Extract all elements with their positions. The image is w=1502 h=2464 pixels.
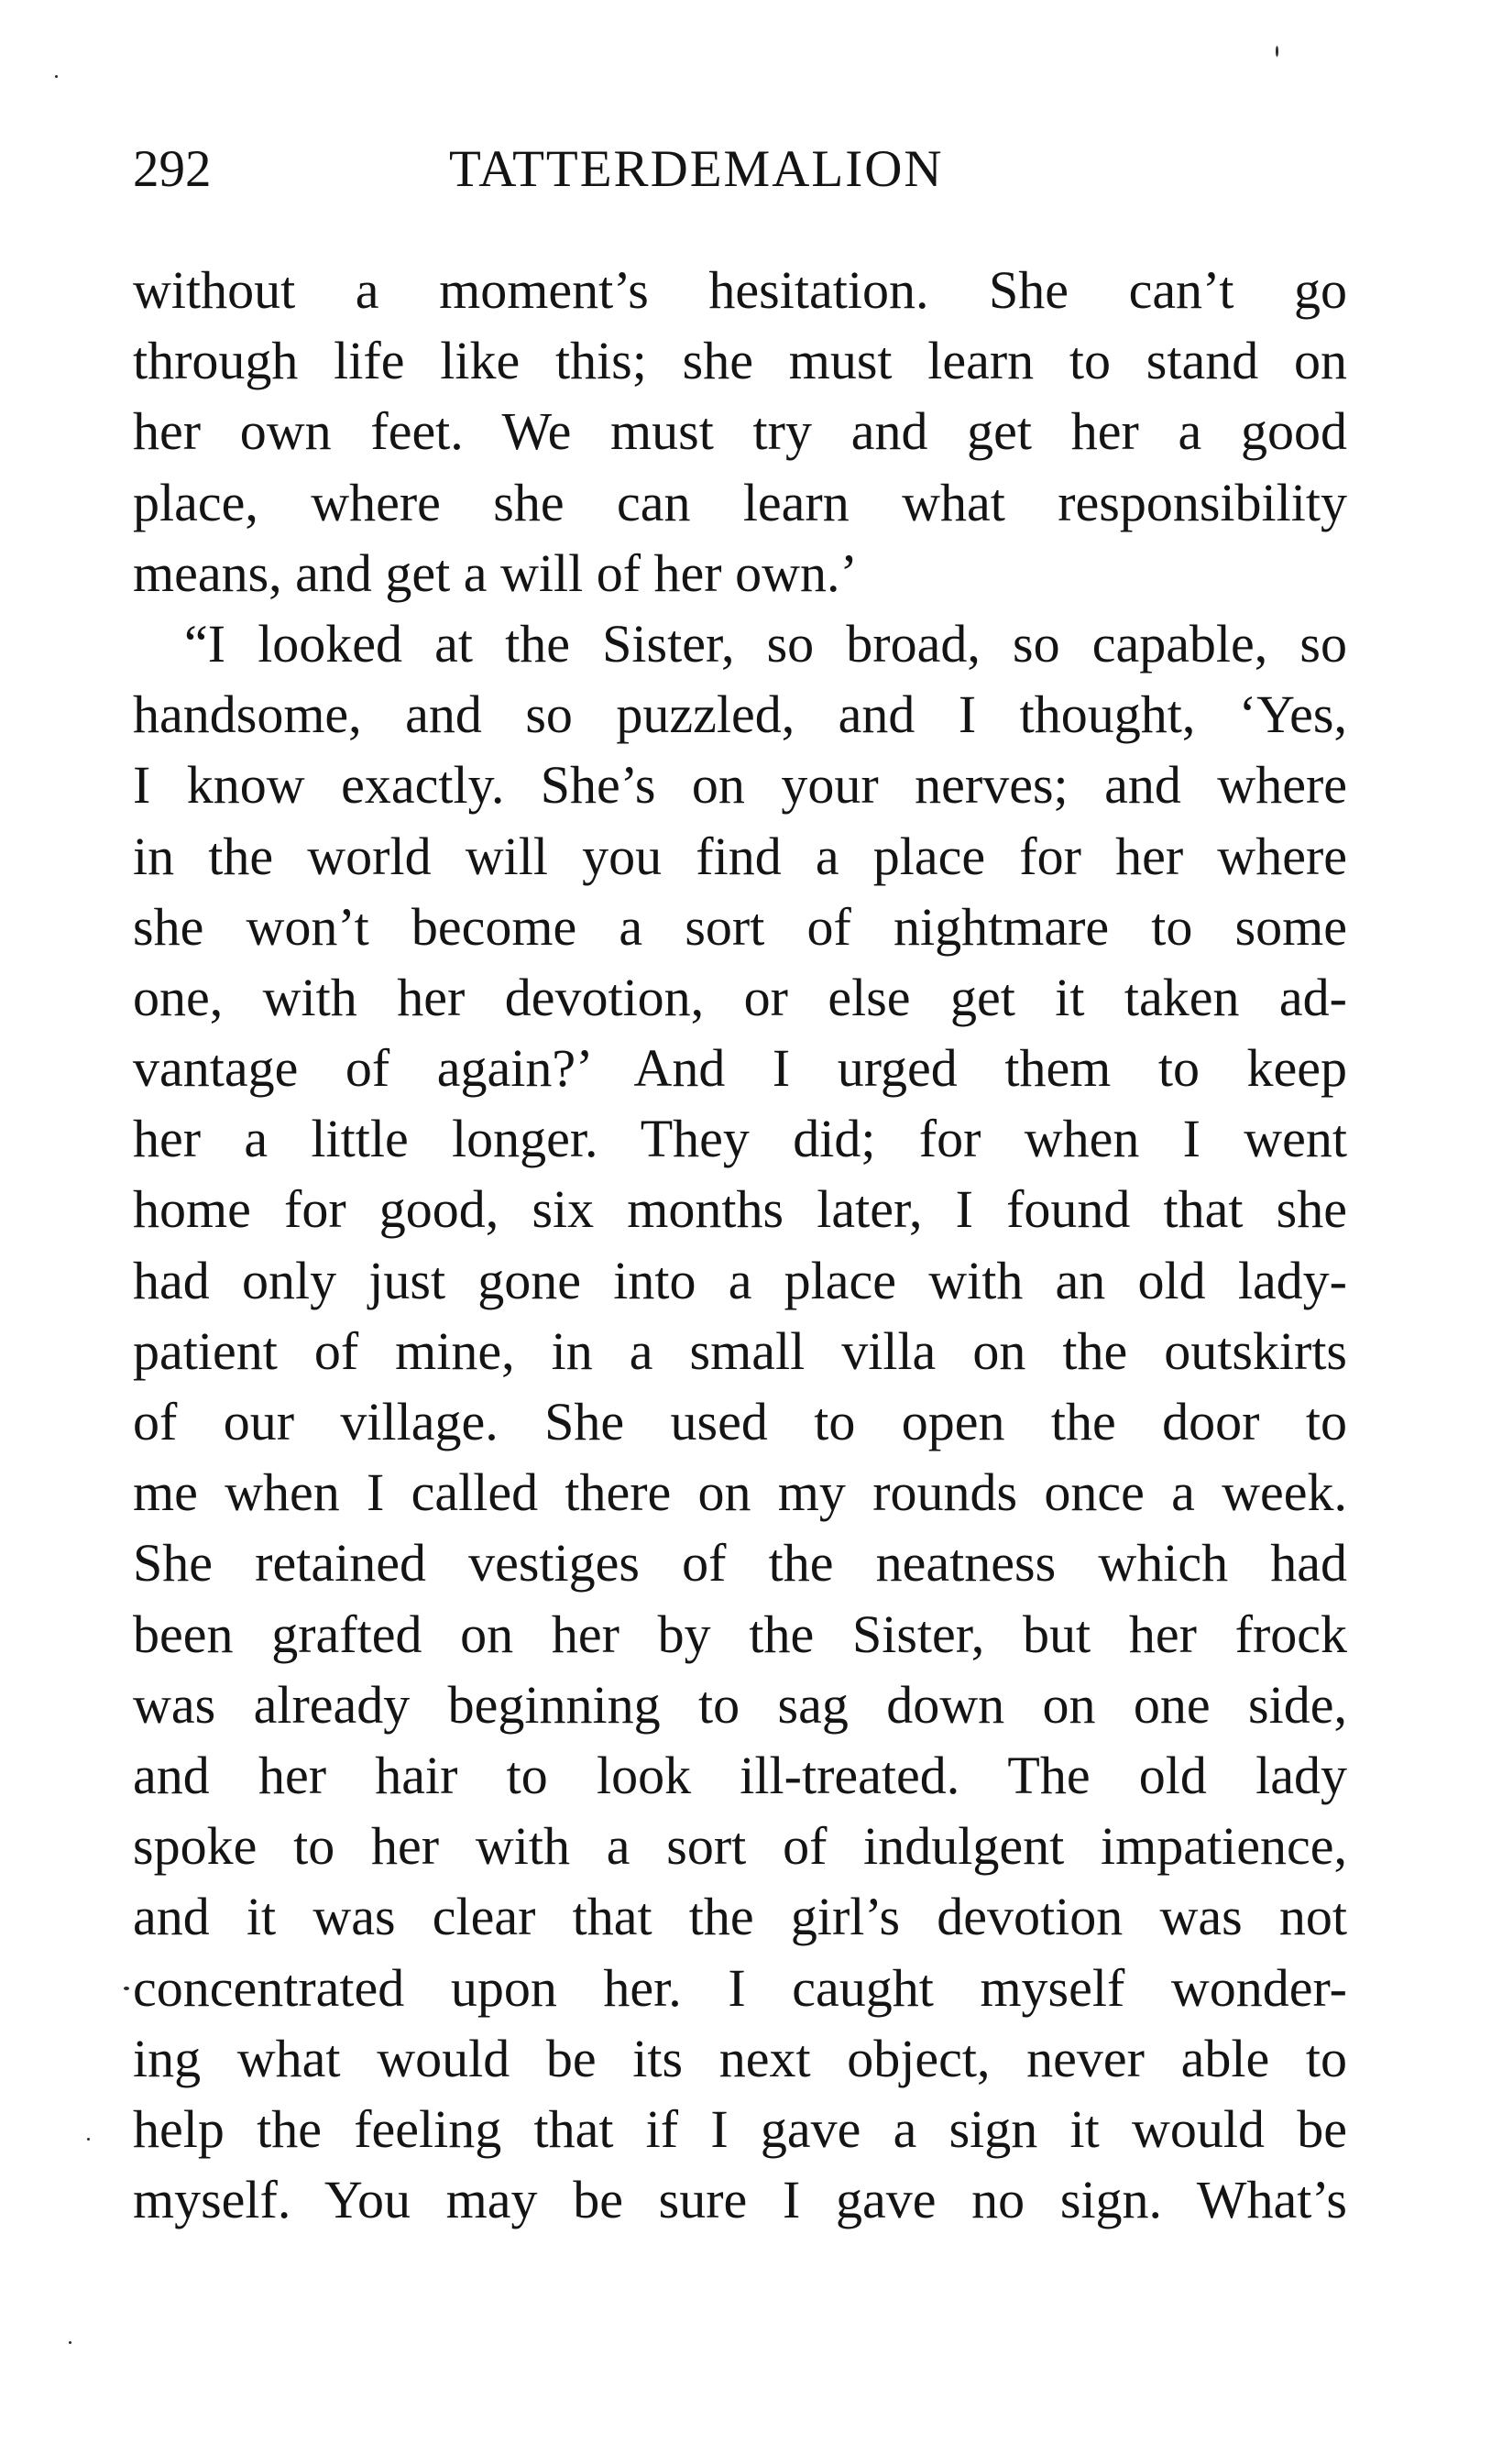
text-line: I know exactly. She’s on your nerves; and where [133, 755, 1347, 816]
text-line: patient of mine, in a small villa on the outskirts [133, 1320, 1347, 1381]
text-line: home for good, six months later, I found that she [133, 1179, 1347, 1240]
page-number: 292 [133, 140, 212, 198]
text-line: vantage of again?’ And I urged them to keep [133, 1038, 1347, 1099]
print-speck [87, 2138, 90, 2141]
text-line: means, and get a will of her own.’ [133, 542, 858, 603]
text-line: myself. You may be sure I gave no sign. What’s [133, 2170, 1347, 2230]
text-line: and her hair to look ill-treated. The old lady [133, 1745, 1347, 1805]
text-line: her own feet. We must try and get her a good [133, 401, 1347, 462]
print-speck [55, 75, 58, 78]
text-line: She retained vestiges of the neatness which had [133, 1533, 1347, 1593]
text-line: had only just gone into a place with an old lady- [133, 1250, 1347, 1310]
text-line: she won’t become a sort of nightmare to some [133, 896, 1347, 957]
text-line: through life like this; she must learn to stand on [133, 331, 1347, 391]
text-line: ing what would be its next object, never able to [133, 2028, 1347, 2088]
print-speck [1276, 46, 1278, 57]
text-line: been grafted on her by the Sister, but her frock [133, 1604, 1347, 1664]
print-speck [69, 2341, 71, 2344]
text-line: her a little longer. They did; for when I went [133, 1109, 1347, 1169]
print-speck [124, 1987, 129, 1990]
text-line: place, where she can learn what responsibility [133, 472, 1347, 532]
text-line: concentrated upon her. I caught myself wonder- [133, 1957, 1347, 2018]
page-header [133, 137, 1347, 202]
text-line: me when I called there on my rounds once a week. [133, 1462, 1347, 1523]
text-line: “I looked at the Sister, so broad, so capable, so [184, 613, 1347, 673]
running-title: TATTERDEMALION [449, 140, 944, 198]
text-line: of our village. She used to open the door to [133, 1392, 1347, 1451]
body-text [133, 255, 1347, 2235]
text-line: and it was clear that the girl’s devotion was not [133, 1887, 1347, 1947]
text-line: help the feeling that if I gave a sign it would be [133, 2098, 1347, 2159]
text-line: was already beginning to sag down on one side, [133, 1674, 1347, 1735]
text-line: one, with her devotion, or else get it taken ad- [133, 967, 1347, 1027]
text-line: handsome, and so puzzled, and I thought, ‘Yes, [133, 684, 1347, 745]
text-line: spoke to her with a sort of indulgent impatience, [133, 1816, 1347, 1877]
text-line: without a moment’s hesitation. She can’t go [133, 260, 1347, 320]
text-line: in the world will you find a place for her where [133, 826, 1347, 886]
